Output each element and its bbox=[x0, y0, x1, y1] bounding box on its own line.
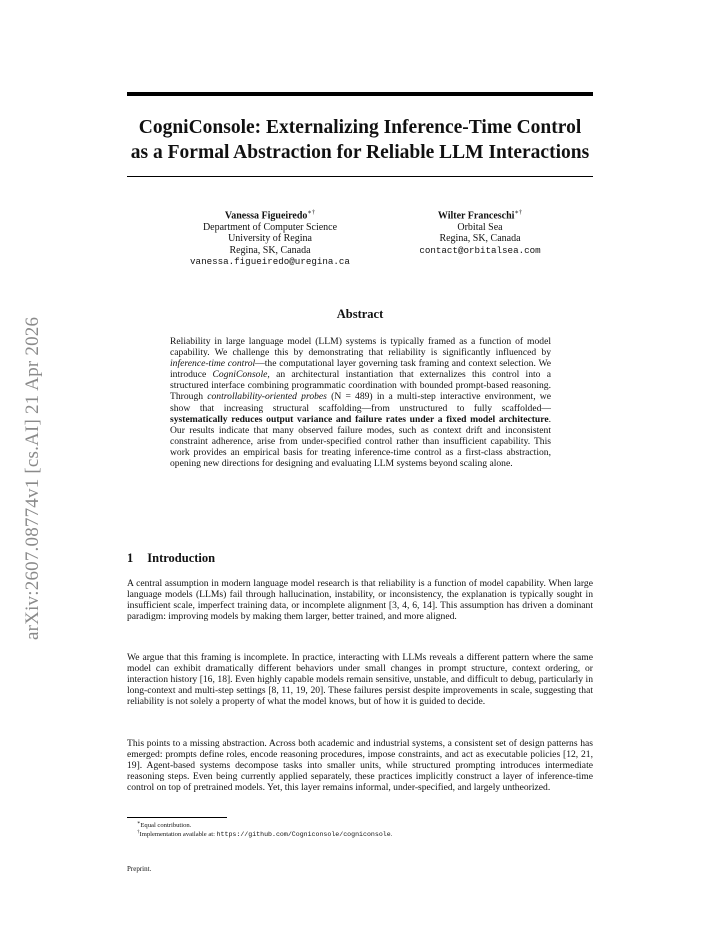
title-line-1: CogniConsole: Externalizing Inference-Time Control bbox=[138, 117, 582, 138]
abstract-emphasis: controllability-oriented probes bbox=[207, 391, 327, 403]
author-affiliation: Orbital Sea bbox=[457, 221, 503, 233]
footnote-mark: † bbox=[137, 830, 140, 835]
abstract-bold: systematically reduces output variance and failure rates under a fixed model architecture bbox=[170, 413, 549, 425]
footnote-text: Implementation available at: bbox=[139, 831, 217, 839]
author-email[interactable]: vanessa.figueiredo@uregina.ca bbox=[190, 256, 350, 268]
abstract-heading: Abstract bbox=[336, 307, 384, 321]
author-block-1 bbox=[160, 207, 380, 268]
author-affiliation: University of Regina bbox=[228, 233, 312, 245]
intro-paragraph-3: This points to a missing abstraction. Across both academic and industrial systems, a consistent set of design patterns has emerged: prompts define roles, encode reasoning procedures, impose constraints, and act as executable policies [12, 21, 19]. Agent-based systems decompose tasks into smaller units, while structured prompting introduces intermediate reasoning steps. Even being currently applied separately, these practices implicitly construct a layer of inference-time control on top of pretrained models. Yet, this layer remains informal, under-specified, and largely untheorized. bbox=[127, 738, 593, 794]
author-marks: ∗† bbox=[514, 209, 523, 216]
footnote-2 bbox=[137, 829, 392, 839]
intro-paragraph-2: We argue that this framing is incomplete. In practice, interacting with LLMs reveals a different pattern where the same model can exhibit dramatically different behaviors under small changes in prompt structure, context ordering, or interaction history [16, 18]. Even highly capable models remain sensitive, unstable, and difficult to debug, particularly in long-context and multi-step settings [8, 11, 19, 20]. These failures persist despite improvements in scale, suggesting that reliability is not solely a property of what the model knows, but of how it is guided to decide. bbox=[127, 652, 593, 708]
author-marks: ∗† bbox=[307, 209, 316, 216]
abstract-segment: , an architectural instantiation that externalizes this control into a structured interface combining programmatic coordination with bounded prompt-based reasoning. Through bbox=[170, 369, 551, 403]
section-title: Introduction bbox=[147, 551, 216, 565]
abstract-segment: . Our results indicate that many observed failure modes, such as context drift and inconsistent constraint adherence, arise from under-specified control rather than insufficient capability. This work provides an empirical basis for treating inference-time control as a first-class abstraction, opening new directions for designing and evaluating LLM systems beyond scaling alone. bbox=[170, 413, 551, 470]
title-line-2: as a Formal Abstraction for Reliable LLM Interactions bbox=[130, 142, 590, 163]
intro-paragraph-1: A central assumption in modern language model research is that reliability is a function of model capability. When large language models (LLMs) fail through hallucination, instability, or inconsistency, the explanation is typically sought in insufficient scale, imperfect training data, or incomplete alignment [3, 4, 6, 14]. This assumption has driven a dominant paradigm: improving models by making them larger, better trained, and more aligned. bbox=[127, 578, 593, 623]
author-name: Vanessa Figueiredo bbox=[224, 210, 308, 222]
footnote-end: . bbox=[390, 831, 393, 839]
arxiv-identifier: arXiv:2607.08774v1 [cs.AI] 21 Apr 2026 bbox=[22, 316, 43, 640]
abstract-segment: (N = 489) in a multi-step interactive environment, we show that increasing structural scaffolding—from unstructured to fully scaffolded— bbox=[170, 391, 551, 414]
abstract-segment: Reliability in large language model (LLM) systems is typically framed as a function of model capability. We challenge this by demonstrating that reliability is significantly influenced by bbox=[170, 336, 551, 359]
footnote-text: Equal contribution. bbox=[140, 822, 192, 830]
preprint-label: Preprint. bbox=[127, 865, 152, 873]
title-top-rule bbox=[127, 92, 593, 96]
footnote-mark: ∗ bbox=[137, 821, 141, 826]
abstract-emphasis: CogniConsole bbox=[212, 369, 268, 381]
abstract-emphasis: inference-time control bbox=[170, 358, 256, 370]
implementation-link[interactable]: https://github.com/Cogniconsole/cogniconsole bbox=[216, 831, 391, 839]
author-location: Regina, SK, Canada bbox=[439, 233, 521, 245]
abstract-segment: —the computational layer governing task framing and context selection. We introduce bbox=[170, 358, 552, 381]
title-bottom-rule bbox=[127, 176, 593, 177]
section-number: 1 bbox=[127, 551, 134, 565]
footnote-rule bbox=[127, 817, 227, 818]
author-block-2 bbox=[395, 207, 565, 256]
section-heading bbox=[127, 551, 215, 566]
author-location: Regina, SK, Canada bbox=[229, 244, 311, 256]
abstract-text bbox=[170, 336, 551, 469]
author-affiliation: Department of Computer Science bbox=[202, 221, 338, 233]
author-email[interactable]: contact@orbitalsea.com bbox=[419, 244, 541, 256]
paper-title bbox=[127, 115, 593, 165]
author-name: Wilter Franceschi bbox=[437, 210, 515, 222]
